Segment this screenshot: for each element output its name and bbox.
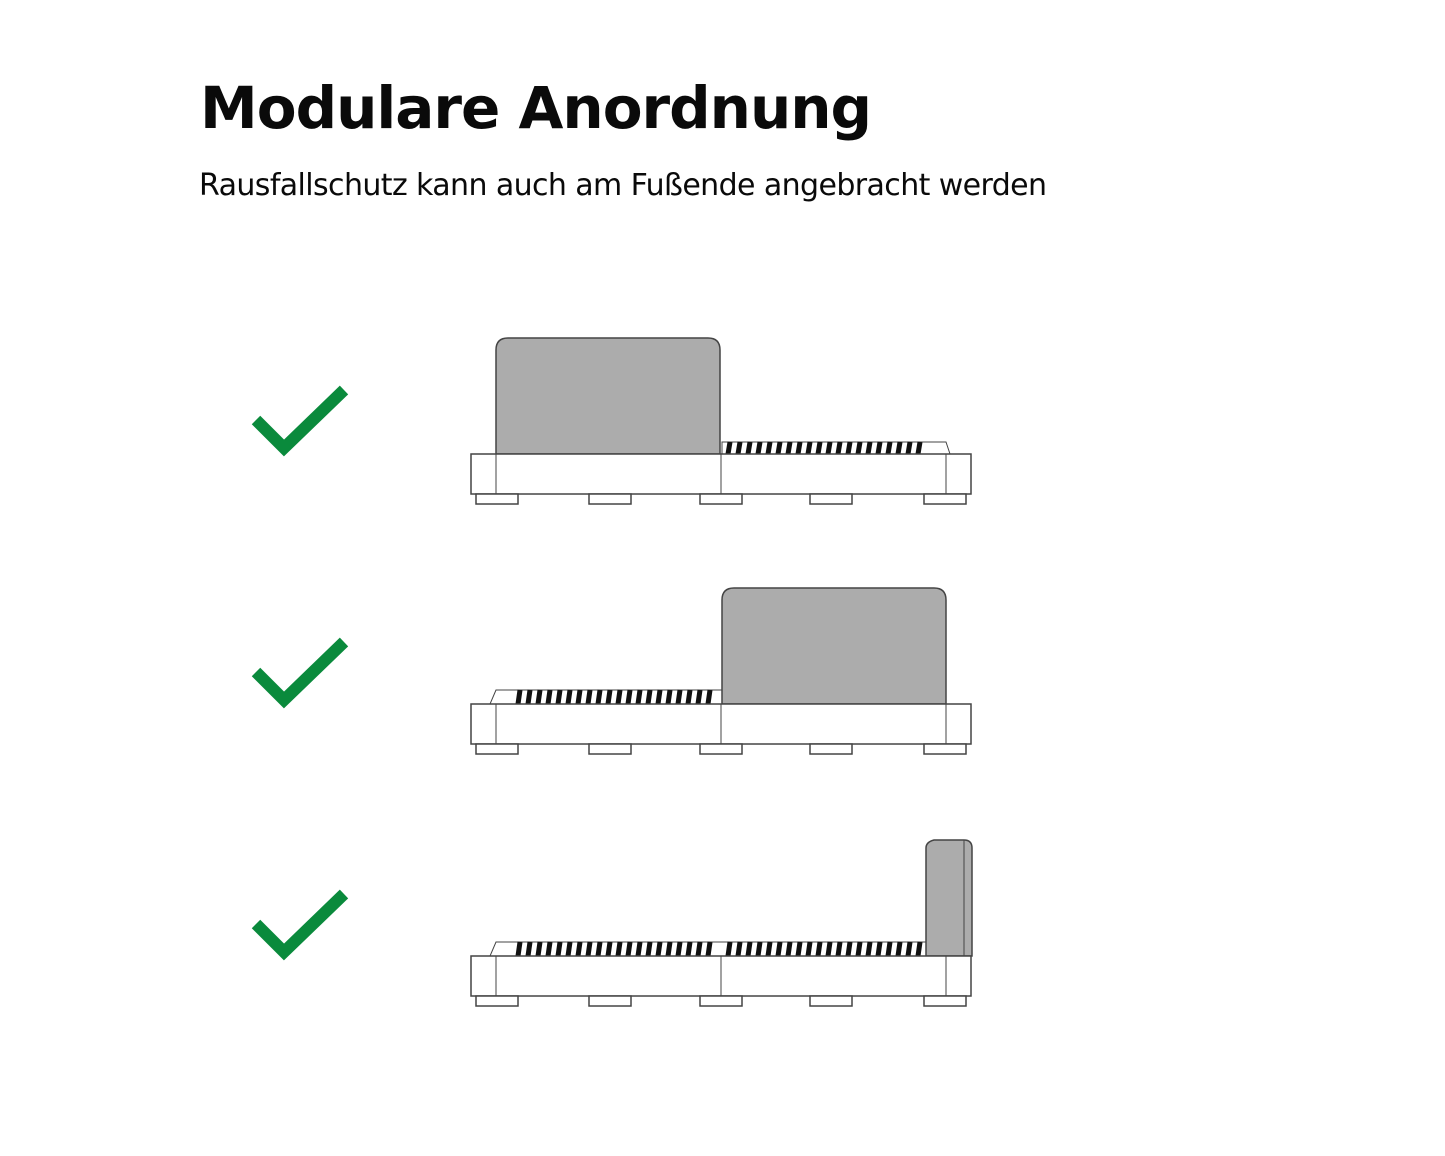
option-row-1	[0, 320, 1445, 520]
guard-panel	[496, 338, 720, 454]
guard-panel	[722, 588, 946, 704]
option-row-3	[0, 824, 1445, 1024]
bed-frame	[471, 704, 971, 754]
bed-illustration-guard-head	[460, 330, 980, 520]
bed-frame	[471, 454, 971, 504]
bed-illustration-guard-foot	[460, 580, 980, 770]
bed-illustration-guard-end	[460, 832, 980, 1022]
check-icon	[250, 382, 350, 462]
page-title: Modulare Anordnung	[200, 74, 872, 142]
guard-panel	[926, 840, 972, 956]
option-row-2	[0, 572, 1445, 772]
slats	[490, 942, 946, 956]
bed-frame	[471, 956, 971, 1006]
slats	[722, 442, 950, 454]
slats	[490, 690, 722, 704]
check-icon	[250, 634, 350, 714]
page-subtitle: Rausfallschutz kann auch am Fußende angebracht werden	[199, 168, 1047, 203]
check-icon	[250, 886, 350, 966]
